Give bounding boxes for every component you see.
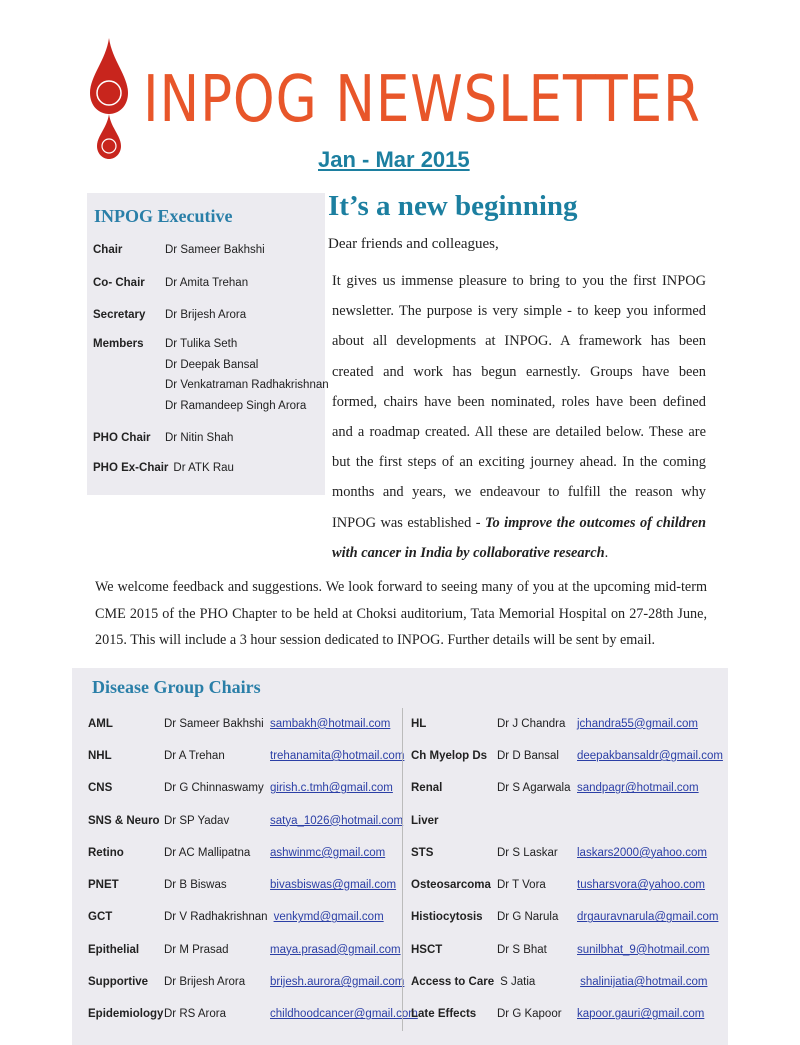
disease-group-row <box>88 869 402 901</box>
role: Co- Chair <box>93 277 145 289</box>
chair-name: Dr G Narula <box>497 911 559 924</box>
disease-group-row <box>88 708 402 740</box>
left-column <box>72 708 418 1031</box>
disease-group-row <box>88 966 405 998</box>
disease-group-row <box>88 837 402 869</box>
group-name: Ch Myelop Ds <box>411 749 488 762</box>
chair-name: Dr S Bhat <box>497 943 547 956</box>
chair-name: Dr G Chinnaswamy <box>164 782 264 795</box>
group-name: HL <box>411 717 427 730</box>
disease-group-row <box>88 804 402 836</box>
group-name: Epithelial <box>88 943 140 956</box>
article-heading: It’s a new beginning <box>328 190 578 222</box>
chair-name: Dr S Agarwala <box>497 782 571 795</box>
disease-group-row <box>411 804 722 836</box>
role: PHO Chair <box>93 432 151 444</box>
chair-name: Dr V Radhakrishnan <box>164 911 268 924</box>
group-name: Renal <box>411 782 443 795</box>
chair-name: Dr G Kapoor <box>497 1008 562 1021</box>
group-name: PNET <box>88 879 119 892</box>
disease-group-row <box>411 837 722 869</box>
disease-group-row <box>411 772 722 804</box>
group-name: Liver <box>411 814 439 827</box>
group-name: SNS & Neuro <box>88 814 160 827</box>
role: Secretary <box>93 309 146 321</box>
group-name: Access to Care <box>411 976 495 989</box>
welcome-paragraph: We welcome feedback and suggestions. We look forward to seeing many of you at the upcoming mid-term CME 2015 of the PHO Chapter to be held at Choksi auditorium, Tata Memorial Hospital on 27-28th June, 2015. This will include a 3 hour session dedicated to INPOG. Further details will be sent by email. <box>95 579 707 649</box>
disease-group-row <box>88 998 418 1030</box>
disease-groups-panel <box>72 668 728 1045</box>
email-link[interactable]: satya_1026@hotmail.com <box>270 814 404 827</box>
disease-group-row <box>411 934 722 966</box>
article-flow <box>0 266 800 1045</box>
disease-group-row <box>411 998 722 1030</box>
email-link[interactable]: jchandra55@gmail.com <box>577 717 698 730</box>
name: Dr Nitin Shah <box>165 432 234 444</box>
body-text: It gives us immense pleasure to bring to you the first INPOG newsletter. The purpose is very simple - to keep you informed about all developments at INPOG. A framework has been created and work has begun earnestly. Groups have been formed, chairs have been nominated, roles have been defined and a roadmap created. All these are detailed below. These are but the first steps of an exciting journey ahead. In the coming months and years, we endeavour to fulfill the reason why INPOG was established - <box>332 273 706 531</box>
chair-name: Dr D Bansal <box>497 749 559 762</box>
role: PHO Ex-Chair <box>93 462 169 474</box>
chair-name: Dr Sameer Bakhshi <box>164 717 264 730</box>
executive-heading: INPOG Executive <box>94 206 233 226</box>
email-link[interactable]: trehanamita@hotmail.com <box>270 749 405 762</box>
email-link[interactable]: venkymd@gmail.com <box>273 911 384 924</box>
name: Dr Brijesh Arora <box>165 309 247 321</box>
email-link[interactable]: sandpagr@hotmail.com <box>577 782 699 795</box>
greeting: Dear friends and colleagues, <box>328 236 499 252</box>
chair-name: Dr M Prasad <box>164 943 229 956</box>
right-column <box>402 708 722 1031</box>
disease-group-row <box>411 869 722 901</box>
group-name: Retino <box>88 846 124 859</box>
chair-name: Dr AC Mallipatna <box>164 846 251 859</box>
email-link[interactable]: maya.prasad@gmail.com <box>270 943 401 956</box>
email-link[interactable]: tusharsvora@yahoo.com <box>577 879 706 892</box>
chair-name: Dr SP Yadav <box>164 814 230 827</box>
mission-statement: To improve the outcomes of children with cancer in India by collaborative research <box>332 514 706 561</box>
role: Members <box>93 338 144 350</box>
group-name: CNS <box>88 782 113 795</box>
name: Dr Sameer Bakhshi <box>165 244 265 256</box>
email-link[interactable]: shalinijatia@hotmail.com <box>580 976 708 989</box>
disease-group-row <box>88 772 402 804</box>
email-link[interactable]: deepakbansaldr@gmail.com <box>577 749 723 762</box>
email-link[interactable]: laskars2000@yahoo.com <box>577 846 707 859</box>
disease-group-row <box>411 966 722 998</box>
issue-date: Jan - Mar 2015 <box>318 147 470 172</box>
chair-name: Dr Brijesh Arora <box>164 976 246 989</box>
group-name: STS <box>411 846 434 859</box>
group-name: NHL <box>88 749 112 762</box>
period: . <box>604 544 609 561</box>
email-link[interactable]: bivasbiswas@gmail.com <box>270 879 397 892</box>
name: Dr ATK Rau <box>173 462 234 474</box>
disease-group-row <box>411 901 722 933</box>
email-link[interactable]: brijesh.aurora@gmail.com <box>270 976 405 989</box>
exec-row <box>93 242 265 258</box>
name: Dr Venkatraman Radhakrishnan <box>165 379 329 391</box>
chair-name: Dr RS Arora <box>164 1008 226 1021</box>
article-body <box>332 266 706 568</box>
email-link[interactable]: sunilbhat_9@hotmail.com <box>577 943 710 956</box>
name: Dr Tulika Seth <box>165 338 238 350</box>
disease-group-row <box>88 740 405 772</box>
group-name: Epidemiology <box>88 1008 164 1021</box>
name: Dr Amita Trehan <box>165 277 249 289</box>
email-link[interactable]: ashwinmc@gmail.com <box>270 846 386 859</box>
group-name: Supportive <box>88 976 149 989</box>
disease-groups-table <box>72 708 728 1031</box>
chair-name: S Jatia <box>500 976 536 989</box>
email-link[interactable]: girish.c.tmh@gmail.com <box>270 782 393 795</box>
email-link[interactable]: childhoodcancer@gmail.com <box>270 1008 418 1021</box>
name: Dr Ramandeep Singh Arora <box>165 399 307 412</box>
group-name: AML <box>88 717 113 730</box>
role: Chair <box>93 244 123 256</box>
disease-groups-heading: Disease Group Chairs <box>92 676 261 697</box>
inpog-logo <box>88 38 130 168</box>
newsletter-title: INPOG NEWSLETTER <box>143 63 701 137</box>
disease-group-row <box>411 740 722 772</box>
email-link[interactable]: drgauravnarula@gmail.com <box>577 911 719 924</box>
email-link[interactable]: sambakh@hotmail.com <box>270 717 391 730</box>
group-name: Histiocytosis <box>411 911 483 924</box>
disease-group-row <box>411 708 722 740</box>
name: Dr Deepak Bansal <box>165 358 259 371</box>
chair-name: Dr B Biswas <box>164 879 227 892</box>
disease-group-row <box>88 901 402 933</box>
chair-name: Dr T Vora <box>497 879 546 892</box>
group-name: Late Effects <box>411 1008 477 1021</box>
group-name: HSCT <box>411 943 443 956</box>
chair-name: Dr S Laskar <box>497 846 558 859</box>
group-name: Osteosarcoma <box>411 879 491 892</box>
chair-name: Dr J Chandra <box>497 717 566 730</box>
chair-name: Dr A Trehan <box>164 749 225 762</box>
email-link[interactable]: kapoor.gauri@gmail.com <box>577 1008 705 1021</box>
disease-group-row <box>88 934 402 966</box>
group-name: GCT <box>88 911 113 924</box>
